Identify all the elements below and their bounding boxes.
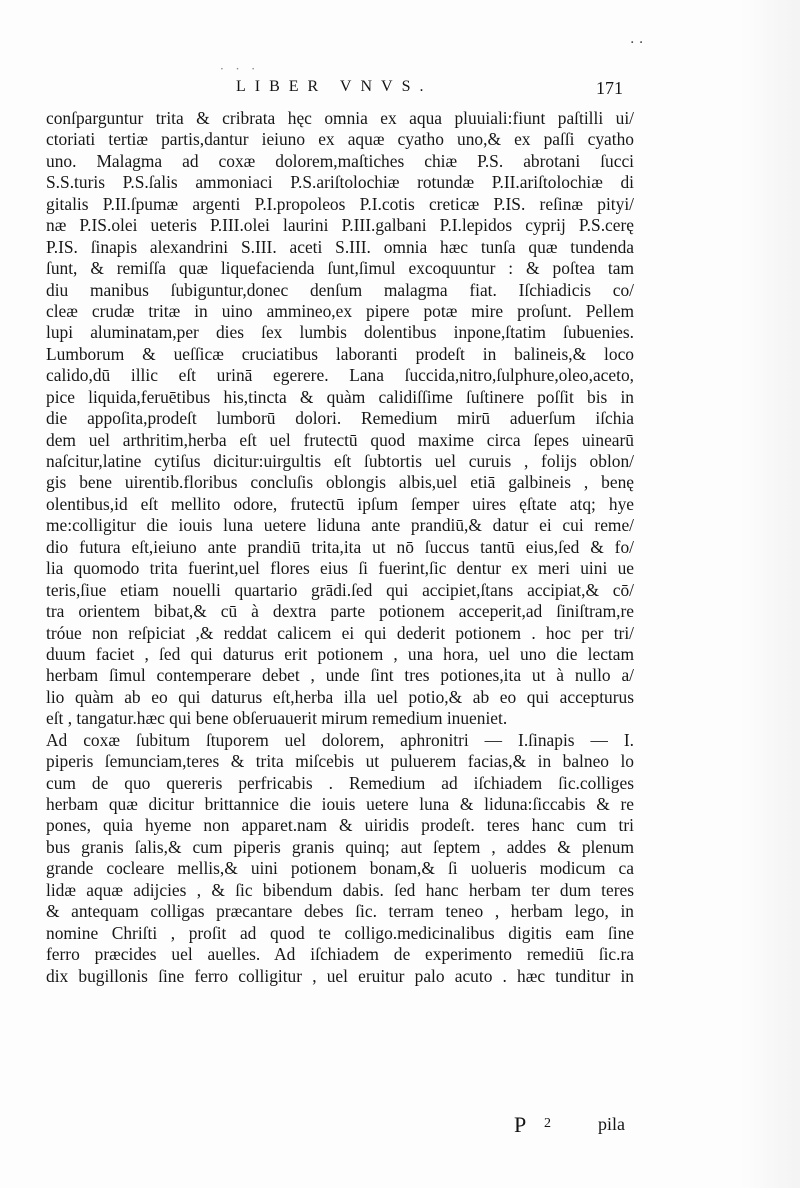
signature-number: 2: [544, 1116, 551, 1131]
text-line: ſunt, & remiſſa quæ liquefacienda ſunt,ſimul excoquuntur : & poſtea tam: [46, 258, 634, 279]
text-line: duum faciet , ſed qui daturus erit potionem , una hora, uel uno die lectam: [46, 643, 634, 664]
text-line: gis bene uirentib.floribus concluſis oblongis albis,uel etiā galbineis , benę: [46, 472, 634, 493]
text-line: die appoſita,prodeſt lumborū dolori. Remedium mirū aduerſum iſchia: [46, 408, 634, 429]
text-line: ferro præcides uel auelles. Ad iſchiadem de experimento remediū ſic.ra: [46, 944, 634, 965]
top-stray-marks: · · ·: [220, 62, 260, 76]
text-line: pice liquida,feruētibus his,tincta & quàm calidiſſime ſuſtinere poſſit bis in: [46, 386, 634, 407]
text-line: lio quàm ab eo qui daturus eſt,herba illa uel potio,& ab eo qui accepturus: [46, 686, 634, 707]
edge-marks: . .: [630, 31, 644, 47]
text-line: Ad coxæ ſubitum ſtuporem uel dolorem, aphronitri — I.ſinapis — I.: [46, 729, 634, 750]
text-line: herbam quæ dicitur brittannice die iouis uetere luna & liduna:ſiccabis & re: [46, 794, 634, 814]
text-line: diu manibus ſubiguntur,donec denſum malagma fiat. Iſchiadicis co/: [46, 279, 634, 300]
text-line: P.IS. ſinapis alexandrini S.III. aceti S.III. omnia hæc tunſa quæ tundenda: [46, 236, 634, 257]
text-line: conſparguntur trita & cribrata hęc omnia ex aqua pluuiali:fiunt paſtilli ui/: [46, 108, 634, 128]
text-line: nomine Chriſti , proſit ad quod te colligo.medicinalibus digitis eam ſine: [46, 922, 634, 943]
text-line: uno. Malagma ad coxæ dolorem,maſtiches chiæ P.S. abrotani ſucci: [46, 150, 634, 171]
text-line: tra orientem bibat,& cū à dextra parte potionem acceperit,ad ſiniſtram,re: [46, 601, 634, 622]
text-line: teris,ſiue etiam nouelli quartario grādi.ſed qui accipiet,ſtans accipiat,& cō/: [46, 579, 634, 600]
text-line: cum de quo quereris perfricabis . Remedium ad iſchiadem ſic.colliges: [46, 772, 634, 793]
page-edge-shadow: [740, 0, 800, 1188]
text-line: lidæ aquæ adijcies , & ſic bibendum dabis. ſed hanc herbam ter dum teres: [46, 879, 634, 900]
text-line: dix bugillonis ſine ferro colligitur , uel eruitur palo acuto . hæc tunditur in: [46, 965, 634, 986]
text-line: & antequam colligas præcantare debes ſic. terram teneo , herbam lego, in: [46, 901, 634, 922]
text-line: lia quomodo trita fuerint,uel flores eius ſi fuerint,ſic dentur ex meri uini ue: [46, 558, 634, 579]
text-line: dem uel arthritim,herba eſt uel frutectū quod maxime circa ſepes uinearū: [46, 429, 634, 450]
text-line: S.S.turis P.S.ſalis ammoniaci P.S.ariſtolochiæ rotundæ P.II.ariſtolochiæ di: [46, 172, 634, 193]
text-line: herbam ſimul contemperare debet , unde ſint tres potiones,ita ut à nullo a/: [46, 665, 634, 686]
text-line: cleæ crudæ tritæ in uino ammineo,ex pipere potæ mire proſunt. Pellem: [46, 300, 634, 321]
text-line: ctoriati tertiæ partis,dantur ieiuno ex aquæ cyatho uno,& ex paſſi cyatho: [46, 129, 634, 150]
text-line: bus granis ſalis,& cum piperis granis quinq; aut ſeptem , addes & plenum: [46, 836, 634, 857]
text-line: tróue non reſpiciat ,& reddat calicem ei qui dederit potionem . hoc per tri/: [46, 622, 634, 643]
body-text: [46, 108, 634, 987]
page-footer: [514, 1112, 630, 1140]
text-line: gitalis P.II.ſpumæ argenti P.I.propoleos P.I.cotis creticæ P.IS. reſinæ pityi/: [46, 193, 634, 214]
text-line: olentibus,id eſt mellito odore, frutectū ipſum ſemper uires ęſtate atq; hye: [46, 493, 634, 514]
text-line: me:colligitur die iouis luna uetere liduna ante prandiū,& datur ei cui reme/: [46, 515, 634, 536]
text-line: næ P.IS.olei ueteris P.III.olei laurini P.III.galbani P.I.lepidos cyprij P.S.cerę: [46, 215, 634, 236]
text-line: Lumborum & ueſſicæ cruciatibus laboranti prodeſt in balineis,& loco: [46, 343, 634, 364]
text-line: lupi aluminatam,per dies ſex lumbis dolentibus inpone,ſtatim ſubuenies.: [46, 322, 634, 343]
text-line: dio futura eſt,ieiuno ante prandiū trita,ita ut nō ſuccus tantū eius,ſed & fo/: [46, 536, 634, 557]
text-line: calido,dū illic eſt urinā egerere. Lana ſuccida,nitro,ſulphure,oleo,aceto,: [46, 365, 634, 386]
text-line: piperis ſemunciam,teres & trita miſcebis ut puluerem facias,& in balneo lo: [46, 751, 634, 772]
page-number: 171: [596, 78, 623, 98]
running-head: [0, 78, 800, 104]
running-title: LIBER VNVS.: [236, 78, 433, 95]
catchword: pila: [598, 1114, 625, 1134]
text-line: eſt , tangatur.hæc qui bene obſeruauerit mirum remedium inueniet.: [46, 708, 508, 729]
text-line: grande cocleare mellis,& uini potionem bonam,& ſi uolueris modicum ca: [46, 858, 634, 879]
text-line: pones, quia hyeme non apparet.nam & uiridis prodeſt. teres hanc cum tri: [46, 815, 634, 836]
text-line: naſcitur,latine cytiſus dicitur:uirgultis eſt ſubtortis uel curuis , folijs oblon/: [46, 451, 634, 471]
signature-mark: P: [514, 1112, 527, 1137]
